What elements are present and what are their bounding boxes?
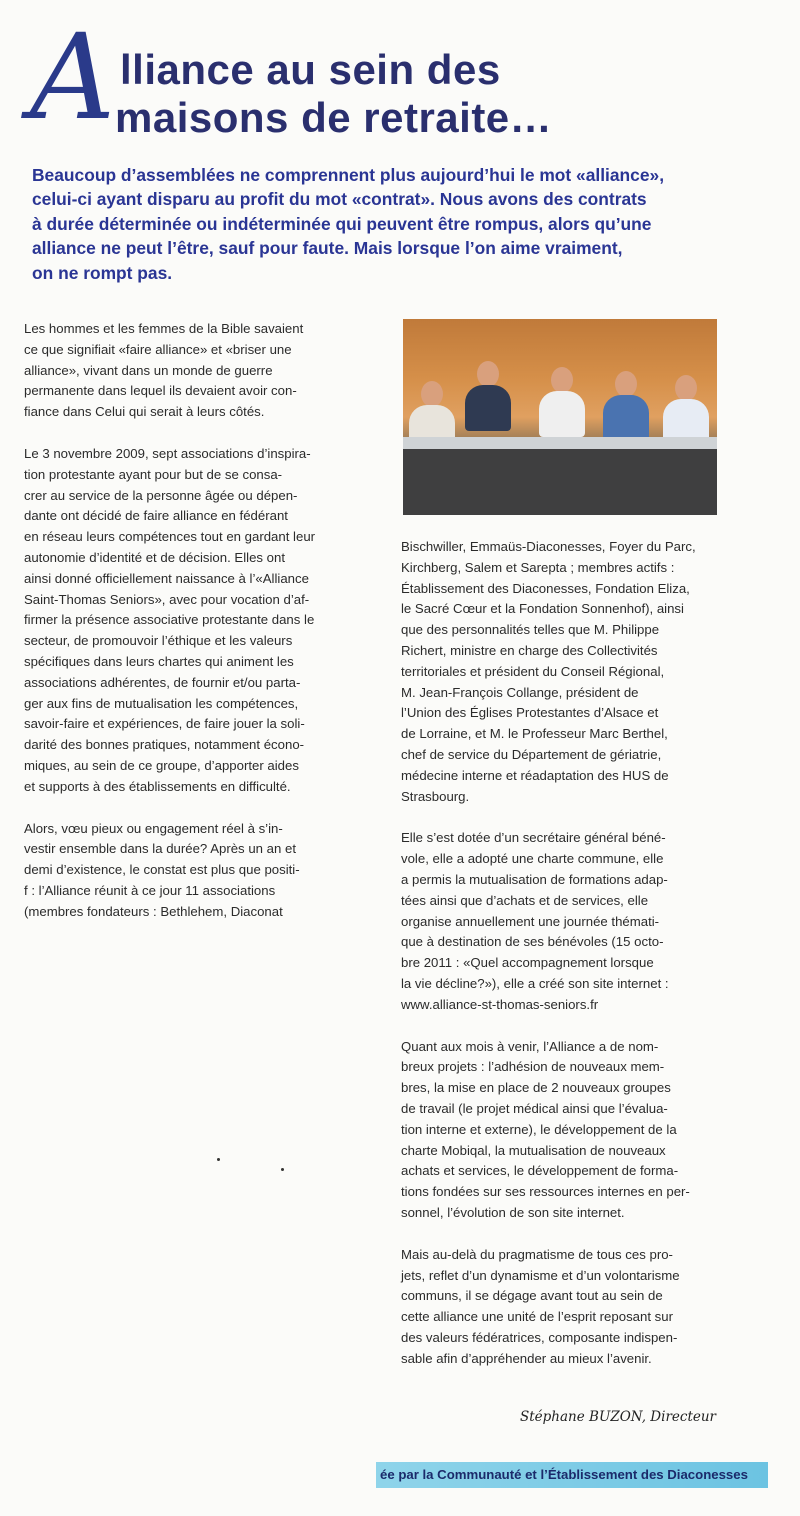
body-line: darité des bonnes pratiques, notamment écono- bbox=[24, 737, 305, 753]
intro-line: on ne rompt pas. bbox=[32, 262, 173, 283]
body-line: associations adhérentes, de fournir et/ou parta- bbox=[24, 674, 301, 690]
body-line: permanente dans lequel ils devaient avoir con- bbox=[24, 383, 297, 399]
body-line: ce que signifiait «faire alliance» et «briser une bbox=[24, 341, 292, 357]
body-line: Elle s’est dotée d’un secrétaire général béné- bbox=[401, 830, 666, 846]
paragraph-gap bbox=[401, 1224, 741, 1245]
body-line: miques, au sein de ce groupe, d’apporter aides bbox=[24, 757, 299, 773]
intro-paragraph bbox=[32, 163, 758, 285]
body-line: sable afin d’appréhender au mieux l’avenir. bbox=[401, 1350, 652, 1366]
body-line: Mais au-delà du pragmatisme de tous ces pro- bbox=[401, 1246, 673, 1262]
body-line: vestir ensemble dans la durée? Après un an et bbox=[24, 841, 296, 857]
body-line: Établissement des Diaconesses, Fondation Eliza, bbox=[401, 580, 690, 596]
body-line: organise annuellement une journée thémati- bbox=[401, 913, 660, 929]
article-title bbox=[20, 8, 780, 153]
body-line: charte Mobiqal, la mutualisation de nouveaux bbox=[401, 1142, 666, 1158]
body-line: Strasbourg. bbox=[401, 788, 470, 804]
paragraph-gap bbox=[401, 807, 741, 828]
left-column bbox=[24, 319, 369, 923]
body-line: l’Union des Églises Protestantes d’Alsace et bbox=[401, 705, 659, 721]
paragraph-gap bbox=[401, 1016, 741, 1037]
title-initial: A bbox=[30, 8, 116, 146]
intro-line: à durée déterminée ou indéterminée qui peuvent être rompus, alors qu’une bbox=[32, 213, 652, 234]
footer-text: ée par la Communauté et l’Établissement des Diaconesses bbox=[380, 1467, 748, 1482]
body-line: fiance dans Celui qui serait à leurs côtés. bbox=[24, 404, 265, 420]
body-line: firmer la présence associative protestante dans le bbox=[24, 612, 315, 628]
body-line: de travail (le projet médical ainsi que l’évalua- bbox=[401, 1100, 668, 1116]
body-line: (membres fondateurs : Bethlehem, Diaconat bbox=[24, 903, 283, 919]
body-line: www.alliance-st-thomas-seniors.fr bbox=[401, 996, 599, 1012]
body-line: communs, il se dégage avant tout au sein de bbox=[401, 1288, 663, 1304]
body-line: tions fondées sur ses ressources internes en per- bbox=[401, 1184, 690, 1200]
body-line: et supports à des établissements en difficulté. bbox=[24, 778, 291, 794]
body-line: cette alliance une unité de l’esprit reposant sur bbox=[401, 1309, 673, 1325]
body-line: spécifiques dans leurs chartes qui animent les bbox=[24, 653, 294, 669]
intro-line: alliance ne peut l’être, sauf pour faute. Mais lorsque l’on aime vraiment, bbox=[32, 238, 623, 259]
body-line: sonnel, l’évolution de son site internet. bbox=[401, 1204, 625, 1220]
body-line: f : l’Alliance réunit à ce jour 11 associations bbox=[24, 882, 276, 898]
body-line: Saint-Thomas Seniors», avec pour vocation d’af- bbox=[24, 591, 310, 607]
body-line: des valeurs fédératrices, composante indispen- bbox=[401, 1329, 678, 1345]
body-line: bre 2011 : «Quel accompagnement lorsque bbox=[401, 955, 654, 971]
body-line: crer au service de la personne âgée ou dépen- bbox=[24, 487, 298, 503]
body-line: bres, la mise en place de 2 nouveaux groupes bbox=[401, 1080, 671, 1096]
body-line: Richert, ministre en charge des Collectivités bbox=[401, 642, 658, 658]
body-line: tées ainsi que d’achats et de services, elle bbox=[401, 892, 649, 908]
body-line: la vie décline?»), elle a créé son site internet : bbox=[401, 975, 669, 991]
person-figure bbox=[663, 375, 709, 445]
title-line-2: maisons de retraite… bbox=[115, 94, 553, 141]
body-line: territoriales et président du Conseil Régional, bbox=[401, 663, 665, 679]
body-line: tion protestante ayant pour but de se consa- bbox=[24, 466, 283, 482]
person-figure bbox=[603, 371, 649, 441]
scan-speck bbox=[281, 1168, 284, 1171]
body-line: chef de service du Département de gériatrie, bbox=[401, 746, 662, 762]
intro-line: Beaucoup d’assemblées ne comprennent plus aujourd’hui le mot «alliance», bbox=[32, 165, 665, 185]
body-line: alliance», vivant dans un monde de guerre bbox=[24, 362, 273, 378]
body-line: ainsi donné officiellement naissance à l’«Alliance bbox=[24, 570, 309, 586]
body-line: Quant aux mois à venir, l’Alliance a de nom- bbox=[401, 1038, 659, 1054]
meeting-photo bbox=[403, 319, 717, 515]
body-line: que à destination de ses bénévoles (15 octo- bbox=[401, 934, 664, 950]
body-line: le Sacré Cœur et la Fondation Sonnenhof), ainsi bbox=[401, 601, 684, 617]
body-line: demi d’existence, le constat est plus que positi- bbox=[24, 862, 300, 878]
body-line: a permis la mutualisation de formations adap- bbox=[401, 871, 668, 887]
body-line: en réseau leurs compétences tout en gardant leur bbox=[24, 529, 316, 545]
signature: Stéphane BUZON, Directeur bbox=[520, 1409, 717, 1425]
body-line: vole, elle a adopté une charte commune, elle bbox=[401, 851, 664, 867]
person-figure bbox=[465, 361, 511, 431]
body-line: Les hommes et les femmes de la Bible savaient bbox=[24, 321, 304, 336]
paragraph-gap bbox=[24, 798, 369, 819]
scan-speck bbox=[217, 1158, 220, 1161]
title-line-1: lliance au sein des bbox=[120, 46, 501, 93]
body-line: Alors, vœu pieux ou engagement réel à s’in- bbox=[24, 820, 283, 836]
body-line: médecine interne et réadaptation des HUS de bbox=[401, 767, 669, 783]
meeting-table bbox=[403, 449, 717, 515]
intro-line: celui-ci ayant disparu au profit du mot «contrat». Nous avons des contrats bbox=[32, 189, 647, 210]
body-line: savoir-faire et expériences, de faire jouer la soli- bbox=[24, 716, 305, 732]
body-line: achats et services, le développement de forma- bbox=[401, 1163, 679, 1179]
body-line: dante ont décidé de faire alliance en fédérant bbox=[24, 508, 288, 524]
body-line: autonomie d’identité et de décision. Elles ont bbox=[24, 549, 285, 565]
body-line: jets, reflet d’un dynamisme et d’un volontarisme bbox=[401, 1267, 680, 1283]
right-column bbox=[401, 537, 741, 1369]
body-line: ger aux fins de mutualisation les compétences, bbox=[24, 695, 299, 711]
person-figure bbox=[539, 367, 585, 437]
paragraph-gap bbox=[24, 423, 369, 444]
body-line: Bischwiller, Emmaüs-Diaconesses, Foyer du Parc, bbox=[401, 539, 696, 554]
body-line: breux projets : l’adhésion de nouveaux mem- bbox=[401, 1059, 665, 1075]
body-line: M. Jean-François Collange, président de bbox=[401, 684, 639, 700]
body-line: que des personnalités telles que M. Philippe bbox=[401, 622, 660, 638]
body-line: Le 3 novembre 2009, sept associations d’inspira- bbox=[24, 445, 311, 461]
body-line: Kirchberg, Salem et Sarepta ; membres actifs : bbox=[401, 559, 675, 575]
body-line: de Lorraine, et M. le Professeur Marc Berthel, bbox=[401, 726, 668, 742]
body-line: secteur, de promouvoir l’éthique et les valeurs bbox=[24, 633, 293, 649]
body-line: tion interne et externe), le développement de la bbox=[401, 1121, 677, 1137]
